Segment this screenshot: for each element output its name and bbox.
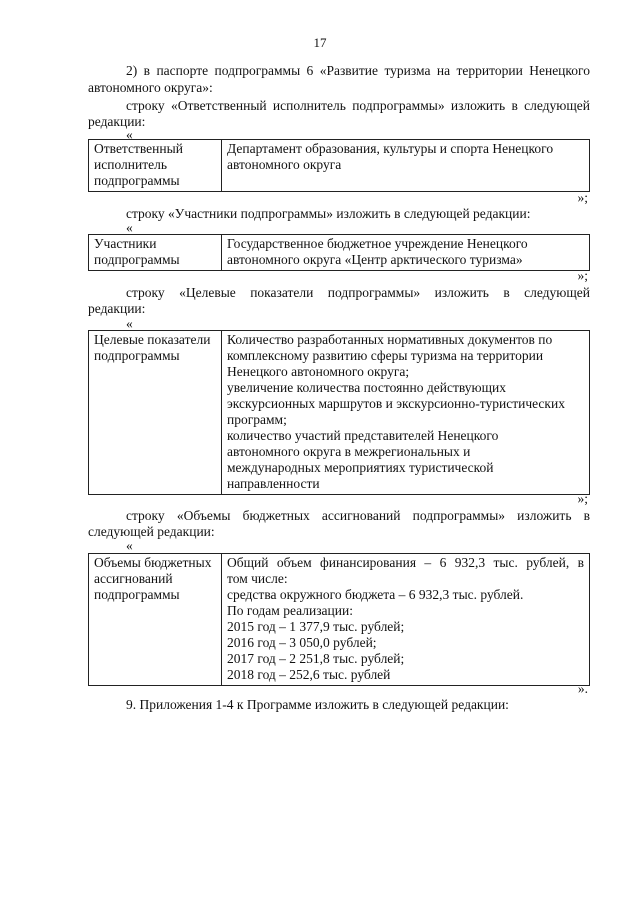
cell-line: Ответственный	[94, 141, 183, 156]
cell-line: исполнитель	[94, 157, 167, 172]
close-quote: »;	[577, 190, 588, 205]
cell-line: количество участий представителей Ненецкого	[227, 428, 499, 443]
responsible-executor-intro-line2: редакции:	[88, 114, 146, 129]
table-value-cell	[222, 235, 590, 271]
cell-line: 2015 год – 1 377,9 тыс. рублей;	[227, 619, 405, 634]
cell-line: Государственное бюджетное учреждение Ненецкого	[227, 236, 528, 251]
cell-line: Общий объем финансирования – 6 932,3 тыс. рублей, в	[227, 555, 584, 570]
table-label-cell	[89, 140, 222, 192]
cell-line: подпрограммы	[94, 173, 180, 188]
target-indicators-intro-line1: строку «Целевые показатели подпрограммы» изложить в следующей	[126, 285, 590, 300]
cell-line: подпрограммы	[94, 348, 180, 363]
cell-line: ассигнований	[94, 571, 173, 586]
budget-table	[88, 553, 590, 686]
cell-line: автономного округа	[227, 157, 342, 172]
table-row	[89, 554, 590, 686]
subprogram-passport-line1: 2) в паспорте подпрограммы 6 «Развитие туризма на территории Ненецкого	[126, 63, 590, 78]
cell-line: экскурсионных маршрутов и экскурсионно-туристических	[227, 396, 565, 411]
table-value-cell	[222, 331, 590, 495]
cell-line: автономного округа «Центр арктического туризма»	[227, 252, 523, 267]
table-value-cell	[222, 140, 590, 192]
cell-line: автономного округа в межрегиональных и	[227, 444, 471, 459]
cell-line: Целевые показатели	[94, 332, 211, 347]
close-quote: »;	[577, 268, 588, 283]
participants-intro: строку «Участники подпрограммы» изложить в следующей редакции:	[126, 206, 531, 221]
cell-line: направленности	[227, 476, 320, 491]
cell-line: Департамент образования, культуры и спорта Ненецкого	[227, 141, 554, 156]
appendices-paragraph: 9. Приложения 1-4 к Программе изложить в следующей редакции:	[126, 697, 509, 712]
table-label-cell	[89, 331, 222, 495]
table-row	[89, 140, 590, 192]
budget-intro-line1: строку «Объемы бюджетных ассигнований подпрограммы» изложить в	[126, 508, 590, 523]
responsible-executor-intro-line1: строку «Ответственный исполнитель подпрограммы» изложить в следующей	[126, 98, 590, 113]
cell-line: том числе:	[227, 571, 288, 586]
cell-line: международных мероприятиях туристической	[227, 460, 494, 475]
cell-line: Ненецкого автономного округа;	[227, 364, 410, 379]
participants-table	[88, 234, 590, 271]
cell-line: подпрограммы	[94, 252, 180, 267]
close-quote: »;	[577, 491, 588, 506]
cell-line: 2018 год – 252,6 тыс. рублей	[227, 667, 391, 682]
cell-line: увеличение количества постоянно действующих	[227, 380, 506, 395]
cell-line: 2016 год – 3 050,0 рублей;	[227, 635, 377, 650]
open-quote: «	[126, 316, 133, 331]
table-row	[89, 235, 590, 271]
cell-line: По годам реализации:	[227, 603, 353, 618]
cell-line: Участники	[94, 236, 157, 251]
open-quote: «	[126, 538, 133, 553]
open-quote: «	[126, 127, 133, 142]
target-indicators-table	[88, 330, 590, 495]
open-quote: «	[126, 220, 133, 235]
responsible-executor-table	[88, 139, 590, 192]
table-label-cell	[89, 554, 222, 686]
cell-line: средства окружного бюджета – 6 932,3 тыс. рублей.	[227, 587, 524, 602]
subprogram-passport-line2: автономного округа»:	[88, 80, 213, 95]
cell-line: Количество разработанных нормативных документов по	[227, 332, 553, 347]
table-label-cell	[89, 235, 222, 271]
cell-line: комплексному развитию сферы туризма на территории	[227, 348, 544, 363]
table-value-cell	[222, 554, 590, 686]
cell-line: 2017 год – 2 251,8 тыс. рублей;	[227, 651, 405, 666]
table-row	[89, 331, 590, 495]
close-quote: ».	[577, 681, 588, 696]
cell-line: Объемы бюджетных	[94, 555, 212, 570]
target-indicators-intro-line2: редакции:	[88, 301, 146, 316]
cell-line: программ;	[227, 412, 287, 427]
cell-line: подпрограммы	[94, 587, 180, 602]
page-number: 17	[313, 35, 327, 50]
budget-intro-line2: следующей редакции:	[88, 524, 215, 539]
